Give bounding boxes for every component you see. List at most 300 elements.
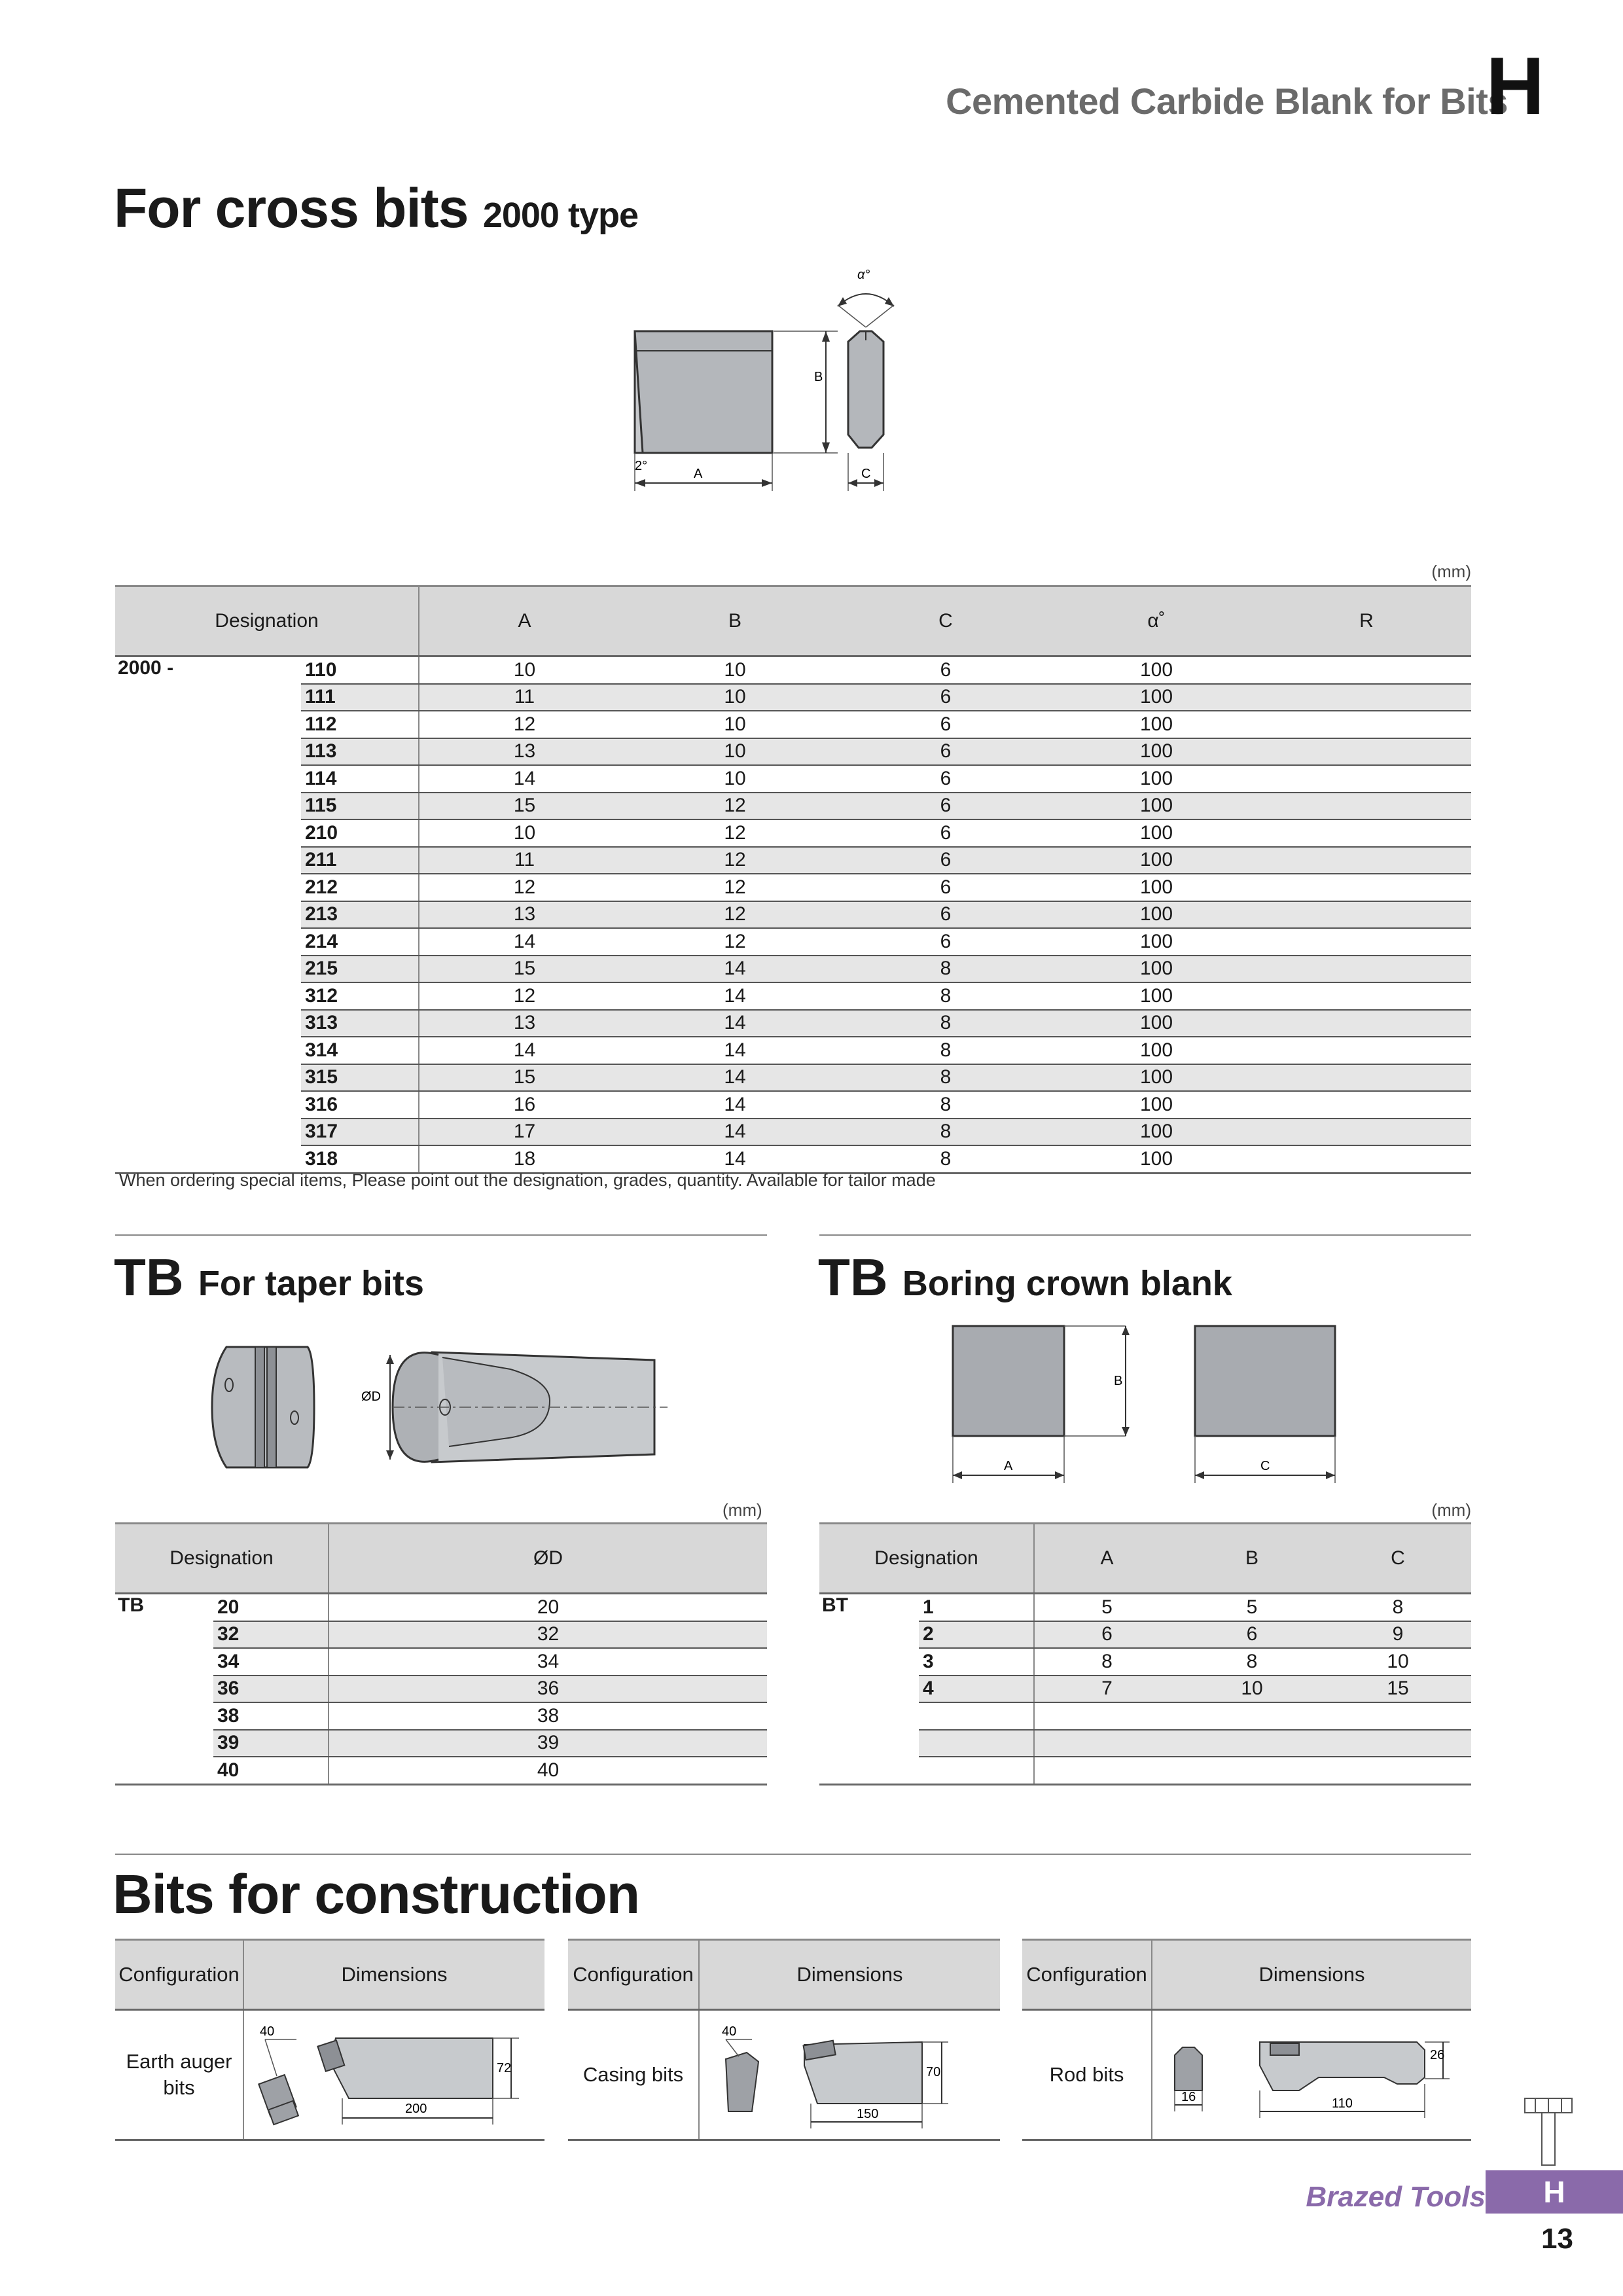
designation-cell: 40 [213,1757,329,1784]
value-cell: 6 [1034,1621,1179,1649]
value-cell: 100 [1051,765,1262,793]
taper-bits-title [114,1247,424,1314]
designation-cell: 318 [301,1145,419,1173]
table-row [115,901,1471,929]
group-spacer [115,982,301,1010]
value-cell: 15 [419,956,630,983]
value-cell: 14 [630,1010,840,1037]
value-cell: 6 [840,847,1051,874]
value-cell: 12 [419,711,630,738]
value-cell: 6 [840,928,1051,956]
value-cell: 10 [630,765,840,793]
value-cell: 14 [419,928,630,956]
designation-cell: 210 [301,819,419,847]
table-row [115,1676,767,1703]
table-row [115,1037,1471,1064]
table-row [819,1621,1471,1649]
footer-tab: H [1486,2170,1623,2214]
value-cell: 8 [1325,1594,1471,1621]
value-cell [1325,1702,1471,1730]
cross-bits-table [115,585,1471,1174]
taper-prefix: TB [114,1248,184,1306]
value-cell: 38 [329,1702,767,1730]
value-cell: 39 [329,1730,767,1757]
value-cell: 14 [630,1119,840,1146]
col-alpha: α˚ [1051,586,1262,656]
table-row [115,684,1471,711]
group-spacer [115,1145,301,1173]
angle-label: 2° [635,459,648,473]
value-cell: 36 [329,1676,767,1703]
value-cell: 8 [1034,1648,1179,1676]
dims-header: Dimensions [699,1940,1000,2010]
casing-bits-diagram [706,2013,994,2131]
value-cell: 14 [630,1037,840,1064]
taper-title-text: For taper bits [198,1264,424,1303]
value-cell [1262,928,1471,956]
group-spacer [115,819,301,847]
value-cell: 100 [1051,847,1262,874]
table-row [115,847,1471,874]
table-row [115,1145,1471,1173]
value-cell: 6 [840,901,1051,929]
cross-bit-diagram [589,262,955,497]
value-cell: 100 [1051,656,1262,684]
value-cell [1325,1730,1471,1757]
casing-top-dim: 40 [721,2024,736,2039]
value-cell: 8 [840,956,1051,983]
value-cell [1262,901,1471,929]
value-cell: 12 [630,819,840,847]
page-title [114,175,638,248]
value-cell [1262,793,1471,820]
table-row [115,928,1471,956]
table-row [115,1064,1471,1092]
designation-cell: 214 [301,928,419,956]
table-row [115,1757,767,1784]
group-spacer [115,1010,301,1037]
value-cell [1262,847,1471,874]
group-spacer [115,874,301,901]
rod-bits-label: Rod bits [1022,2010,1152,2140]
taper-unit: (mm) [722,1500,762,1520]
value-cell: 7 [1034,1676,1179,1703]
config-header: Configuration [1022,1940,1152,2010]
construction-title: Bits for construction [113,1863,640,1925]
value-cell: 6 [840,819,1051,847]
value-cell: 40 [329,1757,767,1784]
value-cell [1034,1757,1179,1784]
value-cell: 32 [329,1621,767,1649]
dims-header: Dimensions [1152,1940,1471,2010]
value-cell [1034,1702,1179,1730]
value-cell: 9 [1325,1621,1471,1649]
table-row [115,1621,767,1649]
value-cell: 100 [1051,901,1262,929]
designation-cell: 211 [301,847,419,874]
group-spacer [115,1676,213,1703]
value-cell: 100 [1051,982,1262,1010]
group-spacer [115,738,301,766]
table-row [115,819,1471,847]
designation-cell: 32 [213,1621,329,1649]
table-row [115,1594,767,1621]
table-row [819,1730,1471,1757]
table-row [115,765,1471,793]
value-cell: 14 [630,982,840,1010]
value-cell: 13 [419,901,630,929]
table-header [115,586,1471,656]
designation-cell [919,1730,1034,1757]
value-cell: 11 [419,684,630,711]
table-row [115,793,1471,820]
value-cell [1262,1091,1471,1119]
boring-header [819,1524,1471,1594]
dims-header: Dimensions [243,1940,544,2010]
designation-cell: 115 [301,793,419,820]
rod-height-dim: 26 [1429,2048,1444,2062]
rod-length-dim: 110 [1331,2096,1353,2111]
value-cell: 12 [630,847,840,874]
designation-cell: 317 [301,1119,419,1146]
taper-header [115,1524,767,1594]
group-spacer [819,1702,919,1730]
designation-cell: 34 [213,1648,329,1676]
value-cell: 18 [419,1145,630,1173]
group-spacer [115,1091,301,1119]
taper-bits-table [115,1522,767,1785]
config-header: Configuration [115,1940,243,2010]
value-cell [1262,819,1471,847]
value-cell: 16 [419,1091,630,1119]
value-cell: 100 [1051,1145,1262,1173]
boring-crown-body [819,1594,1471,1785]
table-row [819,1702,1471,1730]
value-cell [1034,1730,1179,1757]
group-spacer [819,1676,919,1703]
section-letter: H [1486,41,1544,132]
value-cell: 12 [419,874,630,901]
designation-cell: 39 [213,1730,329,1757]
value-cell: 100 [1051,1037,1262,1064]
group-spacer [819,1648,919,1676]
boring-crown-table [819,1522,1471,1785]
value-cell: 6 [840,765,1051,793]
earth-auger-label: Earth auger bits [115,2010,243,2140]
boring-col-a: A [1034,1524,1179,1594]
footer-section-label: Brazed Tools [1306,2181,1486,2213]
value-cell [1262,656,1471,684]
group-spacer [115,711,301,738]
diameter-label: ØD [361,1390,381,1404]
value-cell [1179,1730,1325,1757]
value-cell: 6 [840,793,1051,820]
designation-cell: 110 [301,656,419,684]
table-row [115,1010,1471,1037]
value-cell: 12 [630,874,840,901]
value-cell: 10 [630,711,840,738]
group-spacer [115,901,301,929]
value-cell: 14 [419,765,630,793]
group-spacer [115,1064,301,1092]
designation-cell: 4 [919,1676,1034,1703]
value-cell: 10 [419,656,630,684]
dim-b-label: B [814,370,823,384]
boring-a-label: A [1004,1459,1013,1473]
table-row [819,1676,1471,1703]
rod-width-dim: 16 [1181,2090,1196,2104]
designation-cell: 213 [301,901,419,929]
boring-unit: (mm) [1431,1500,1471,1520]
table-row [115,982,1471,1010]
value-cell [1262,684,1471,711]
casing-length-dim: 150 [856,2107,878,2121]
value-cell: 8 [840,1145,1051,1173]
value-cell [1262,1010,1471,1037]
value-cell: 15 [1325,1676,1471,1703]
designation-cell: 3 [919,1648,1034,1676]
designation-cell: 313 [301,1010,419,1037]
value-cell: 15 [419,1064,630,1092]
value-cell: 6 [1179,1621,1325,1649]
group-spacer [819,1730,919,1757]
value-cell: 34 [329,1648,767,1676]
designation-cell: 20 [213,1594,329,1621]
dim-a-label: A [694,467,703,481]
value-cell [1262,1064,1471,1092]
value-cell: 10 [630,684,840,711]
designation-cell: 111 [301,684,419,711]
group-spacer [115,1037,301,1064]
value-cell: 14 [630,1091,840,1119]
alpha-label: α° [857,268,870,282]
value-cell: 100 [1051,793,1262,820]
value-cell [1262,711,1471,738]
value-cell: 100 [1051,1010,1262,1037]
value-cell: 8 [840,1064,1051,1092]
designation-cell: 36 [213,1676,329,1703]
value-cell: 12 [630,928,840,956]
designation-cell: 113 [301,738,419,766]
group-spacer [115,1119,301,1146]
boring-col-b: B [1179,1524,1325,1594]
construction-table-3 [1022,1939,1471,2141]
value-cell: 100 [1051,684,1262,711]
tool-icon [1522,2094,1575,2173]
value-cell: 6 [840,711,1051,738]
value-cell [1262,874,1471,901]
col-c: C [840,586,1051,656]
value-cell: 100 [1051,1091,1262,1119]
designation-cell: 312 [301,982,419,1010]
title-subtitle: 2000 type [482,196,638,235]
value-cell: 12 [419,982,630,1010]
casing-height-dim: 70 [925,2065,940,2079]
construction-table-2 [568,1939,1000,2141]
designation-cell: 38 [213,1702,329,1730]
value-cell: 100 [1051,738,1262,766]
boring-prefix: TB [818,1248,888,1306]
table-row [819,1757,1471,1784]
value-cell: 11 [419,847,630,874]
header-title: Cemented Carbide Blank for Bits [946,81,1508,122]
boring-col-designation: Designation [819,1524,1034,1594]
earth-auger-length-dim: 200 [404,2102,427,2116]
table-row [819,1648,1471,1676]
table-row [115,1091,1471,1119]
group-label: TB [115,1594,213,1621]
ordering-note: When ordering special items, Please point out the designation, grades, quantity. Available for tailor made [119,1170,936,1190]
table-row [115,874,1471,901]
unit-label: (mm) [1431,562,1471,581]
value-cell: 14 [419,1037,630,1064]
value-cell: 6 [840,656,1051,684]
value-cell [1262,982,1471,1010]
boring-crown-title [818,1247,1232,1314]
earth-auger-top-dim: 40 [259,2024,274,2039]
designation-cell: 112 [301,711,419,738]
boring-title-text: Boring crown blank [902,1264,1232,1303]
designation-cell: 212 [301,874,419,901]
group-spacer [115,928,301,956]
value-cell: 100 [1051,819,1262,847]
value-cell: 13 [419,1010,630,1037]
value-cell: 14 [630,1145,840,1173]
boring-crown-diagram [942,1319,1361,1490]
value-cell: 100 [1051,711,1262,738]
group-label: BT [819,1594,919,1621]
value-cell: 5 [1034,1594,1179,1621]
table-row [115,956,1471,983]
dim-c-label: C [861,467,871,481]
designation-cell: 1 [919,1594,1034,1621]
col-b: B [630,586,840,656]
page-number: 13 [1541,2223,1573,2255]
value-cell [1262,1037,1471,1064]
table-row [115,711,1471,738]
value-cell: 6 [840,738,1051,766]
earth-auger-diagram [251,2013,539,2131]
group-spacer [115,1757,213,1784]
value-cell [1179,1757,1325,1784]
value-cell: 8 [840,1010,1051,1037]
group-label: 2000 - [115,656,301,684]
value-cell: 13 [419,738,630,766]
value-cell: 12 [630,793,840,820]
value-cell: 6 [840,874,1051,901]
group-spacer [115,1621,213,1649]
value-cell: 10 [1325,1648,1471,1676]
casing-bits-label: Casing bits [568,2010,699,2140]
taper-col-designation: Designation [115,1524,329,1594]
value-cell: 5 [1179,1594,1325,1621]
taper-col-d: ØD [329,1524,767,1594]
table-row [115,1119,1471,1146]
value-cell: 8 [1179,1648,1325,1676]
group-spacer [115,1730,213,1757]
group-spacer [115,765,301,793]
rod-bits-diagram [1155,2013,1469,2131]
value-cell: 20 [329,1594,767,1621]
group-spacer [115,847,301,874]
divider [819,1234,1471,1236]
value-cell: 100 [1051,928,1262,956]
value-cell: 8 [840,1091,1051,1119]
value-cell [1262,956,1471,983]
value-cell: 10 [1179,1676,1325,1703]
col-a: A [419,586,630,656]
boring-c-label: C [1260,1459,1270,1473]
earth-auger-height-dim: 72 [496,2061,511,2075]
value-cell [1262,1119,1471,1146]
designation-cell [919,1757,1034,1784]
designation-cell [919,1702,1034,1730]
value-cell [1262,1145,1471,1173]
config-header: Configuration [568,1940,699,2010]
value-cell [1262,765,1471,793]
value-cell: 12 [630,901,840,929]
boring-col-c: C [1325,1524,1471,1594]
designation-cell: 114 [301,765,419,793]
divider [115,1854,1471,1855]
value-cell [1325,1757,1471,1784]
boring-b-label: B [1114,1374,1123,1388]
value-cell: 17 [419,1119,630,1146]
designation-cell: 215 [301,956,419,983]
designation-cell: 2 [919,1621,1034,1649]
taper-bit-diagram [196,1329,674,1486]
table-row [115,738,1471,766]
value-cell: 100 [1051,956,1262,983]
designation-cell: 314 [301,1037,419,1064]
value-cell [1262,738,1471,766]
divider [115,1234,767,1236]
value-cell: 14 [630,1064,840,1092]
table-row [115,656,1471,684]
value-cell: 100 [1051,1064,1262,1092]
value-cell: 100 [1051,874,1262,901]
value-cell: 8 [840,1037,1051,1064]
value-cell: 15 [419,793,630,820]
group-spacer [819,1757,919,1784]
group-spacer [819,1621,919,1649]
title-text: For cross bits [114,177,469,239]
value-cell: 100 [1051,1119,1262,1146]
table-row [115,1730,767,1757]
col-designation: Designation [115,586,419,656]
group-spacer [115,956,301,983]
value-cell: 14 [630,956,840,983]
construction-table-1 [115,1939,544,2141]
value-cell: 6 [840,684,1051,711]
value-cell: 8 [840,1119,1051,1146]
table-row [115,1702,767,1730]
value-cell: 10 [630,738,840,766]
designation-cell: 316 [301,1091,419,1119]
table-row [115,1648,767,1676]
group-spacer [115,1648,213,1676]
cross-bits-body [115,656,1471,1174]
group-spacer [115,1702,213,1730]
group-spacer [115,684,301,711]
value-cell: 10 [419,819,630,847]
designation-cell: 315 [301,1064,419,1092]
value-cell [1179,1702,1325,1730]
taper-bits-body [115,1594,767,1785]
group-spacer [115,793,301,820]
col-r: R [1262,586,1471,656]
table-row [819,1594,1471,1621]
